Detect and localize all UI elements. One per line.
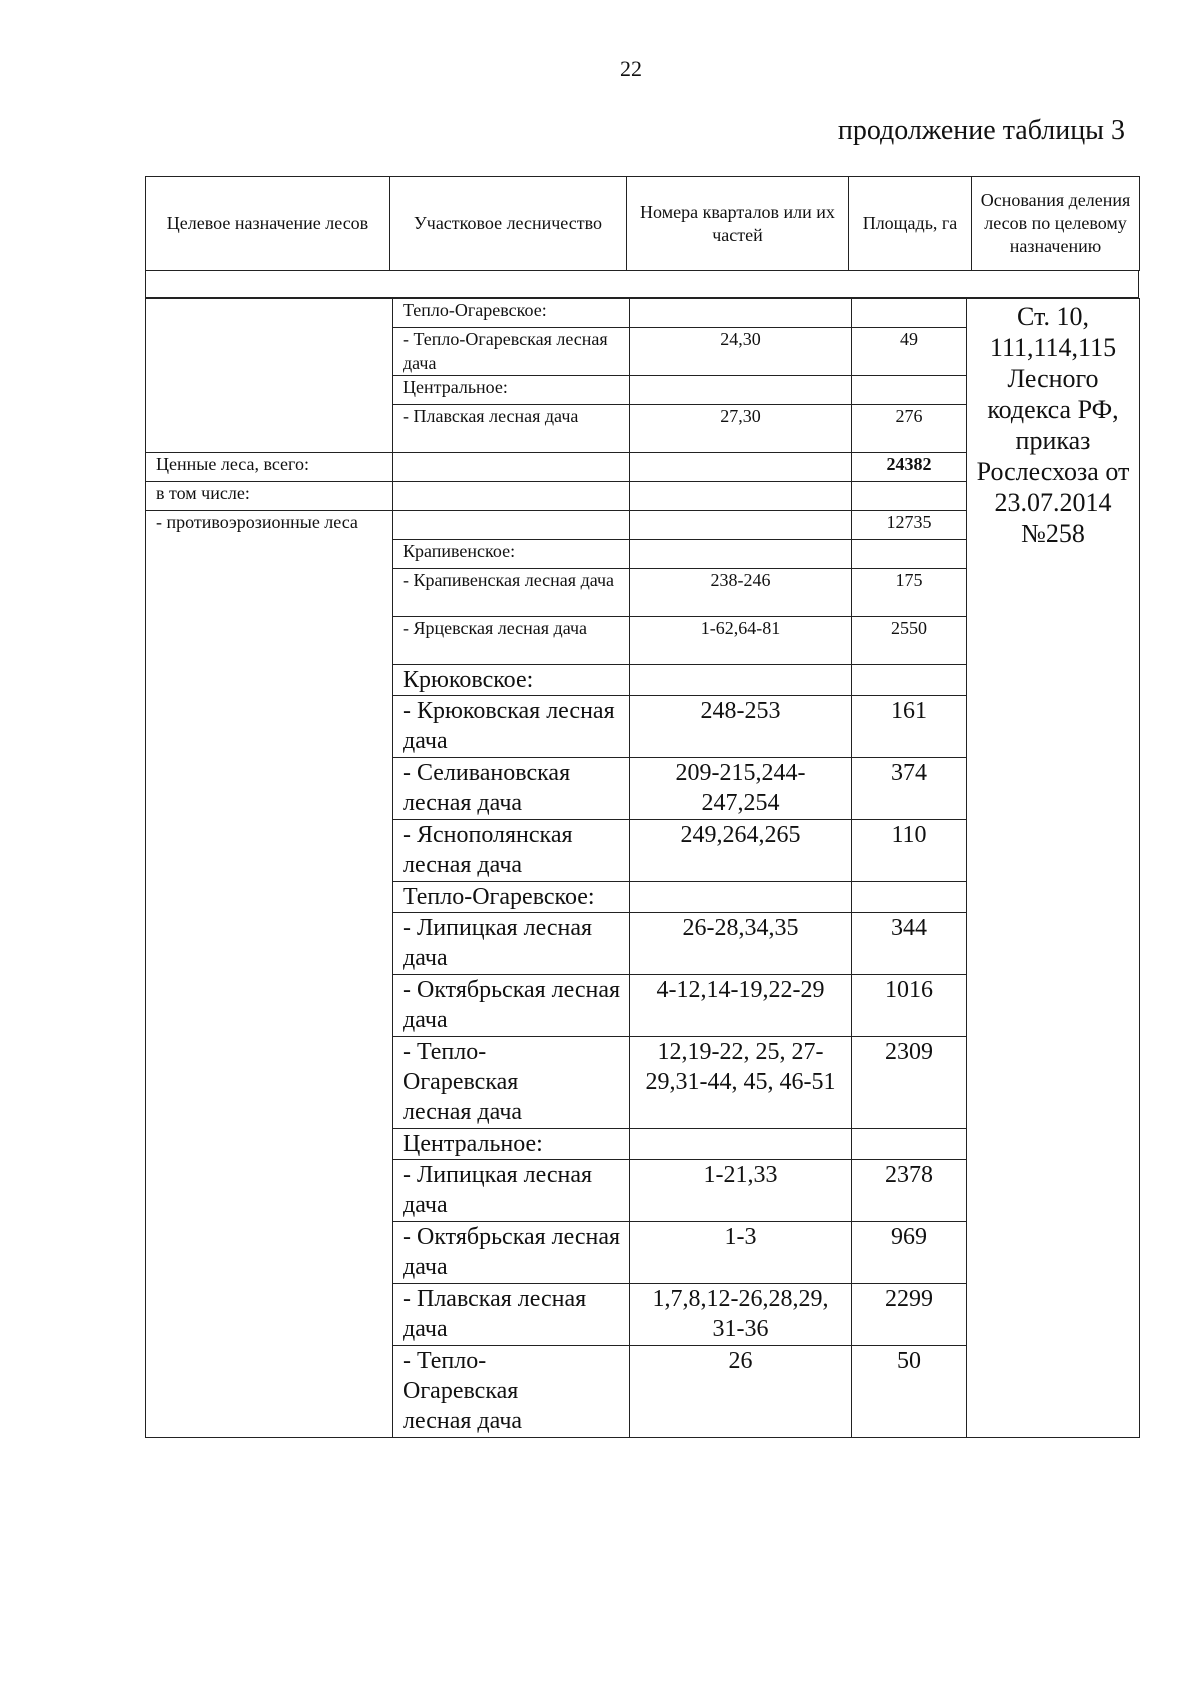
header-spacer-row [145, 271, 1139, 298]
quarters-cell: 24,30 [630, 328, 852, 376]
forestry-cell: - Тепло-Огаревская лесная дача [393, 328, 630, 376]
forestry-cell: Центральное: [393, 1129, 630, 1160]
area-cell: 1016 [852, 975, 967, 1037]
forestry-cell: - Тепло-Огаревская лесная дача [393, 1037, 630, 1129]
forestry-cell: - Липицкая лесная дача [393, 1160, 630, 1222]
area-cell: 50 [852, 1346, 967, 1438]
area-cell: 49 [852, 328, 967, 376]
quarters-cell [630, 1129, 852, 1160]
area-cell [852, 299, 967, 328]
header-area: Площадь, га [849, 177, 972, 271]
forestry-cell: Центральное: [393, 376, 630, 405]
forestry-cell: - Липицкая лесная дача [393, 913, 630, 975]
area-cell [852, 1129, 967, 1160]
area-cell: 2378 [852, 1160, 967, 1222]
purpose-cell [146, 328, 393, 376]
quarters-cell: 26 [630, 1346, 852, 1438]
forestry-cell: Тепло-Огаревское: [393, 882, 630, 913]
purpose-cell [146, 617, 393, 665]
forestry-cell: - Ярцевская лесная дача [393, 617, 630, 665]
quarters-cell [630, 540, 852, 569]
area-cell: 110 [852, 820, 967, 882]
forest-table [145, 298, 1140, 1438]
area-cell: 969 [852, 1222, 967, 1284]
area-cell: 12735 [852, 511, 967, 540]
purpose-cell [146, 405, 393, 453]
quarters-cell: 27,30 [630, 405, 852, 453]
quarters-cell: 4-12,14-19,22-29 [630, 975, 852, 1037]
quarters-cell [630, 511, 852, 540]
purpose-cell [146, 1222, 393, 1284]
header-purpose: Целевое назначение лесов [146, 177, 390, 271]
table-row [146, 299, 1140, 328]
quarters-cell: 249,264,265 [630, 820, 852, 882]
purpose-cell [146, 696, 393, 758]
forestry-cell: - Плавская лесная дача [393, 405, 630, 453]
purpose-cell [146, 569, 393, 617]
purpose-cell [146, 540, 393, 569]
quarters-cell: 1,7,8,12-26,28,29, 31-36 [630, 1284, 852, 1346]
forestry-cell: - Селивановская лесная дача [393, 758, 630, 820]
quarters-cell: 12,19-22, 25, 27-29,31-44, 45, 46-51 [630, 1037, 852, 1129]
forestry-cell: Крапивенское: [393, 540, 630, 569]
quarters-cell [630, 453, 852, 482]
area-total-cell: 24382 [852, 453, 967, 482]
purpose-cell: Ценные леса, всего: [146, 453, 393, 482]
header-quarters: Номера кварталов или их частей [627, 177, 849, 271]
quarters-cell [630, 376, 852, 405]
table-header [145, 176, 1140, 271]
forestry-cell: - Тепло-Огаревская лесная дача [393, 1346, 630, 1438]
purpose-cell [146, 1129, 393, 1160]
quarters-cell: 209-215,244-247,254 [630, 758, 852, 820]
forestry-cell [393, 453, 630, 482]
quarters-cell [630, 299, 852, 328]
forestry-cell: - Плавская лесная дача [393, 1284, 630, 1346]
purpose-cell [146, 1037, 393, 1129]
area-cell: 161 [852, 696, 967, 758]
forestry-cell [393, 511, 630, 540]
area-cell: 276 [852, 405, 967, 453]
purpose-cell [146, 299, 393, 328]
purpose-cell [146, 1284, 393, 1346]
basis-cell: Ст. 10, 111,114,115 Лесного кодекса РФ, приказ Рослесхоза от 23.07.2014 №258 [967, 299, 1140, 1438]
area-cell: 374 [852, 758, 967, 820]
forestry-cell [393, 482, 630, 511]
quarters-cell: 238-246 [630, 569, 852, 617]
quarters-cell [630, 665, 852, 696]
area-cell: 175 [852, 569, 967, 617]
area-cell: 2309 [852, 1037, 967, 1129]
header-forestry: Участковое лесничество [390, 177, 627, 271]
forestry-cell: - Октябрьская лесная дача [393, 975, 630, 1037]
area-cell [852, 482, 967, 511]
area-cell: 344 [852, 913, 967, 975]
forestry-cell: - Яснополянская лесная дача [393, 820, 630, 882]
quarters-cell: 1-21,33 [630, 1160, 852, 1222]
area-cell [852, 376, 967, 405]
purpose-cell [146, 1160, 393, 1222]
purpose-cell [146, 376, 393, 405]
area-cell: 2550 [852, 617, 967, 665]
quarters-cell: 1-62,64-81 [630, 617, 852, 665]
quarters-cell: 26-28,34,35 [630, 913, 852, 975]
quarters-cell: 1-3 [630, 1222, 852, 1284]
quarters-cell [630, 882, 852, 913]
purpose-cell [146, 1346, 393, 1438]
purpose-cell [146, 975, 393, 1037]
forestry-cell: - Крапивенская лесная дача [393, 569, 630, 617]
page-number: 22 [620, 56, 642, 81]
purpose-cell [146, 913, 393, 975]
purpose-cell: в том числе: [146, 482, 393, 511]
purpose-cell [146, 820, 393, 882]
area-cell [852, 882, 967, 913]
header-basis: Основания деления лесов по целевому назначению [972, 177, 1140, 271]
purpose-cell [146, 758, 393, 820]
forestry-cell: - Октябрьская лесная дача [393, 1222, 630, 1284]
forestry-cell: Крюковское: [393, 665, 630, 696]
table-continuation-title: продолжение таблицы 3 [837, 115, 1125, 146]
purpose-cell [146, 665, 393, 696]
area-cell: 2299 [852, 1284, 967, 1346]
purpose-cell: - противоэрозионные леса [146, 511, 393, 540]
area-cell [852, 540, 967, 569]
quarters-cell [630, 482, 852, 511]
quarters-cell: 248-253 [630, 696, 852, 758]
forestry-cell: - Крюковская лесная дача [393, 696, 630, 758]
purpose-cell [146, 882, 393, 913]
forestry-cell: Тепло-Огаревское: [393, 299, 630, 328]
area-cell [852, 665, 967, 696]
